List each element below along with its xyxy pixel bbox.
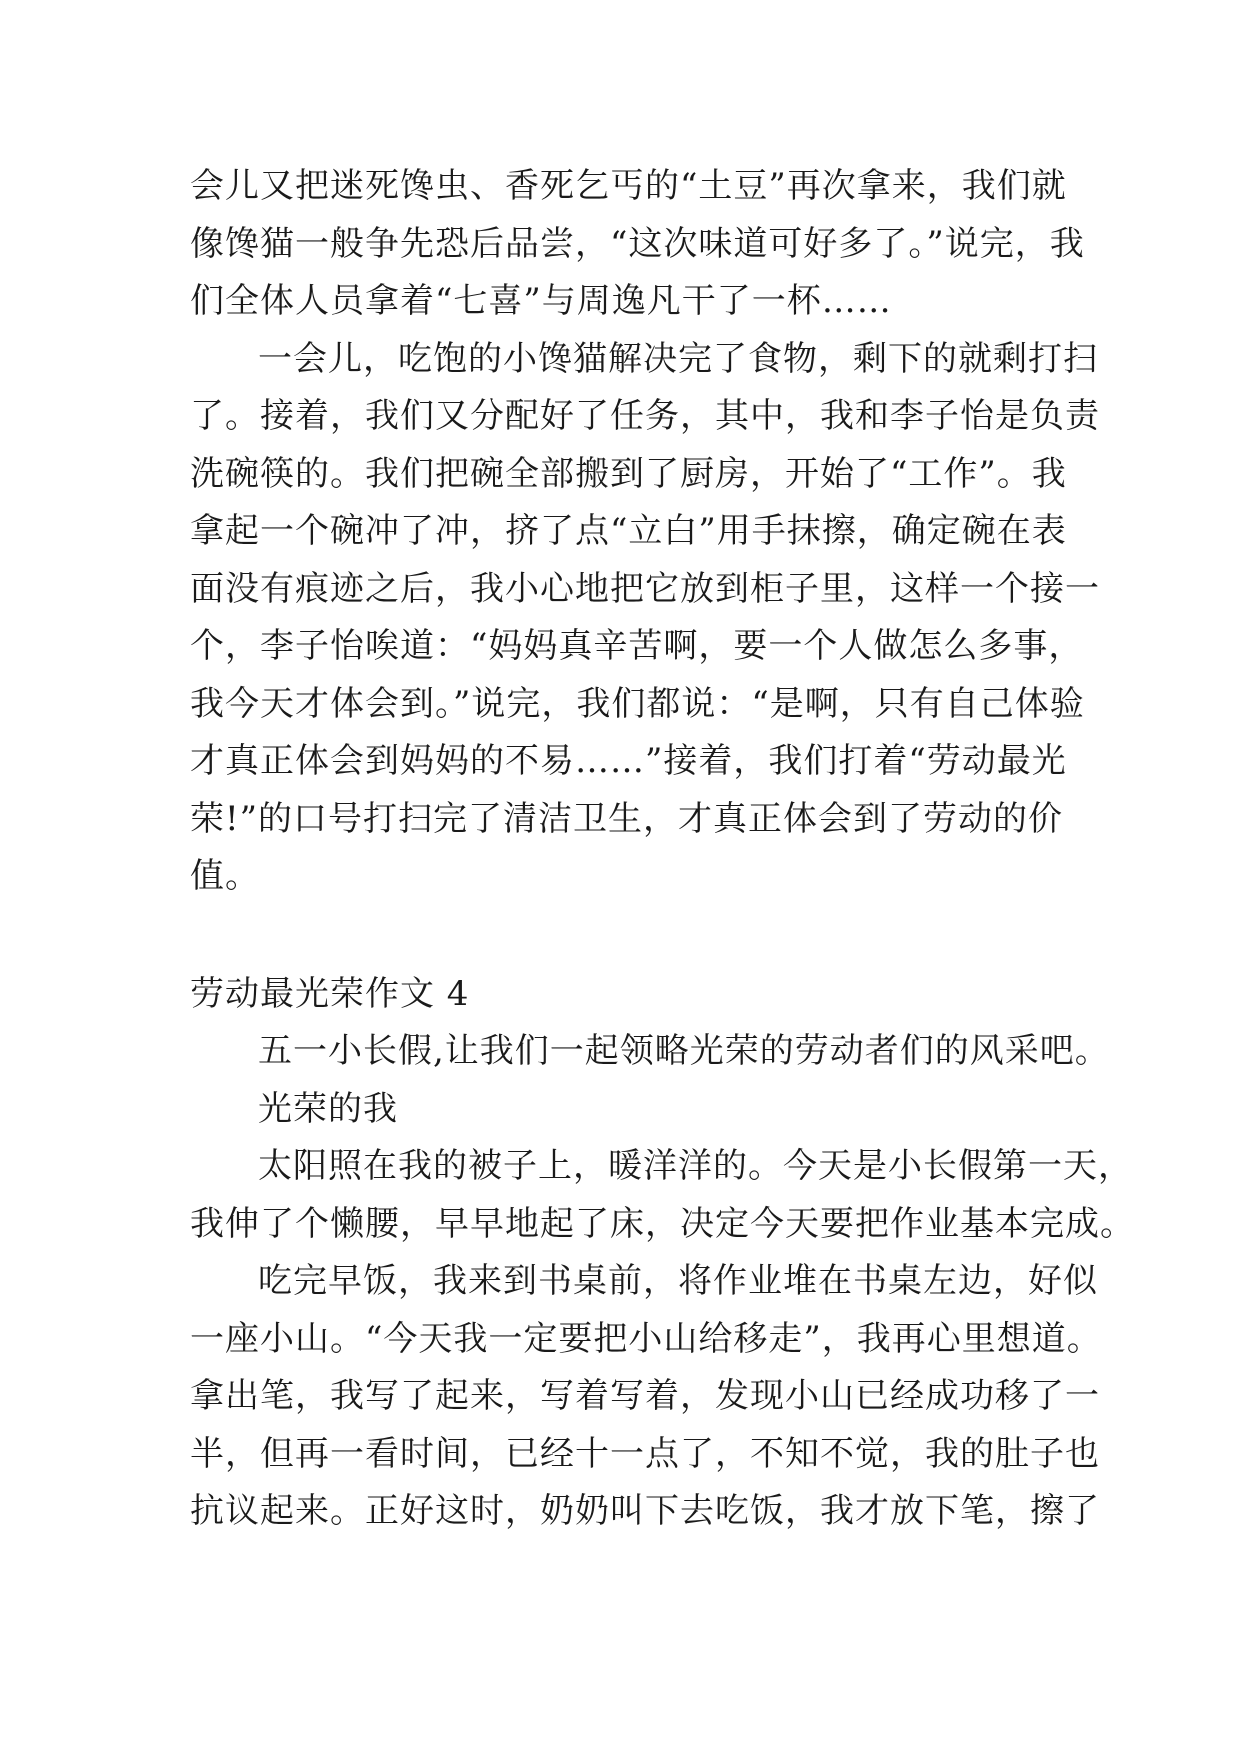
text-line: 荣!”的口号打扫完了清洁卫生，才真正体会到了劳动的价 <box>190 798 1064 839</box>
section-title: 劳动最光荣作文 4 <box>190 973 470 1014</box>
document-page <box>190 158 1135 1541</box>
text-line: 五一小长假,让我们一起领略光荣的劳动者们的风采吧。 <box>258 1031 1110 1071</box>
text-line: 了。接着，我们又分配好了任务，其中，我和李子怡是负责 <box>190 396 1100 436</box>
subtitle-line: 光荣的我 <box>258 1088 398 1129</box>
text-line: 太阳照在我的被子上，暖洋洋的。今天是小长假第一天， <box>258 1146 1133 1186</box>
paragraph-4 <box>190 1081 1070 1139</box>
text-line: 一座小山。“今天我一定要把小山给移走”，我再心里想道。 <box>190 1318 1102 1359</box>
paragraph-1 <box>190 158 1085 331</box>
text-line: 抗议起来。正好这时，奶奶叫下去吃饭，我才放下笔，擦了 <box>190 1491 1100 1531</box>
text-line: 会儿又把迷死馋虫、香死乞丐的“土豆”再次拿来，我们就 <box>190 166 1067 206</box>
paragraph-2 <box>190 331 1100 906</box>
paragraph-6 <box>190 1253 1102 1541</box>
text-line: 我今天才体会到。”说完，我们都说：“是啊，只有自己体验 <box>190 683 1085 724</box>
text-line: 个，李子怡唉道：“妈妈真辛苦啊，要一个人做怎么多事， <box>190 626 1084 666</box>
text-line: 面没有痕迹之后，我小心地把它放到柜子里，这样一个接一 <box>190 568 1100 609</box>
text-line: 才真正体会到妈妈的不易……”接着，我们打着“劳动最光 <box>190 741 1067 781</box>
text-line: 我伸了个懒腰，早早地起了床，决定今天要把作业基本完成。 <box>190 1203 1135 1244</box>
paragraph-5 <box>190 1138 1135 1253</box>
text-line: 一会儿，吃饱的小馋猫解决完了食物，剩下的就剩打扫 <box>258 338 1098 379</box>
text-line: 洗碗筷的。我们把碗全部搬到了厨房，开始了“工作”。我 <box>190 453 1067 494</box>
section-gap <box>190 906 1070 966</box>
text-line: 像馋猫一般争先恐后品尝，“这次味道可好多了。”说完，我 <box>190 223 1085 264</box>
text-line: 拿起一个碗冲了冲，挤了点“立白”用手抹擦，确定碗在表 <box>190 511 1067 551</box>
paragraph-3 <box>190 1023 1110 1081</box>
text-line: 拿出笔，我写了起来，写着写着，发现小山已经成功移了一 <box>190 1376 1100 1416</box>
text-line: 半，但再一看时间，已经十一点了，不知不觉，我的肚子也 <box>190 1433 1100 1474</box>
text-line: 们全体人员拿着“七喜”与周逸凡干了一杯…… <box>190 281 892 321</box>
text-line: 吃完早饭，我来到书桌前，将作业堆在书桌左边，好似 <box>258 1261 1098 1301</box>
text-line: 值。 <box>190 856 260 896</box>
